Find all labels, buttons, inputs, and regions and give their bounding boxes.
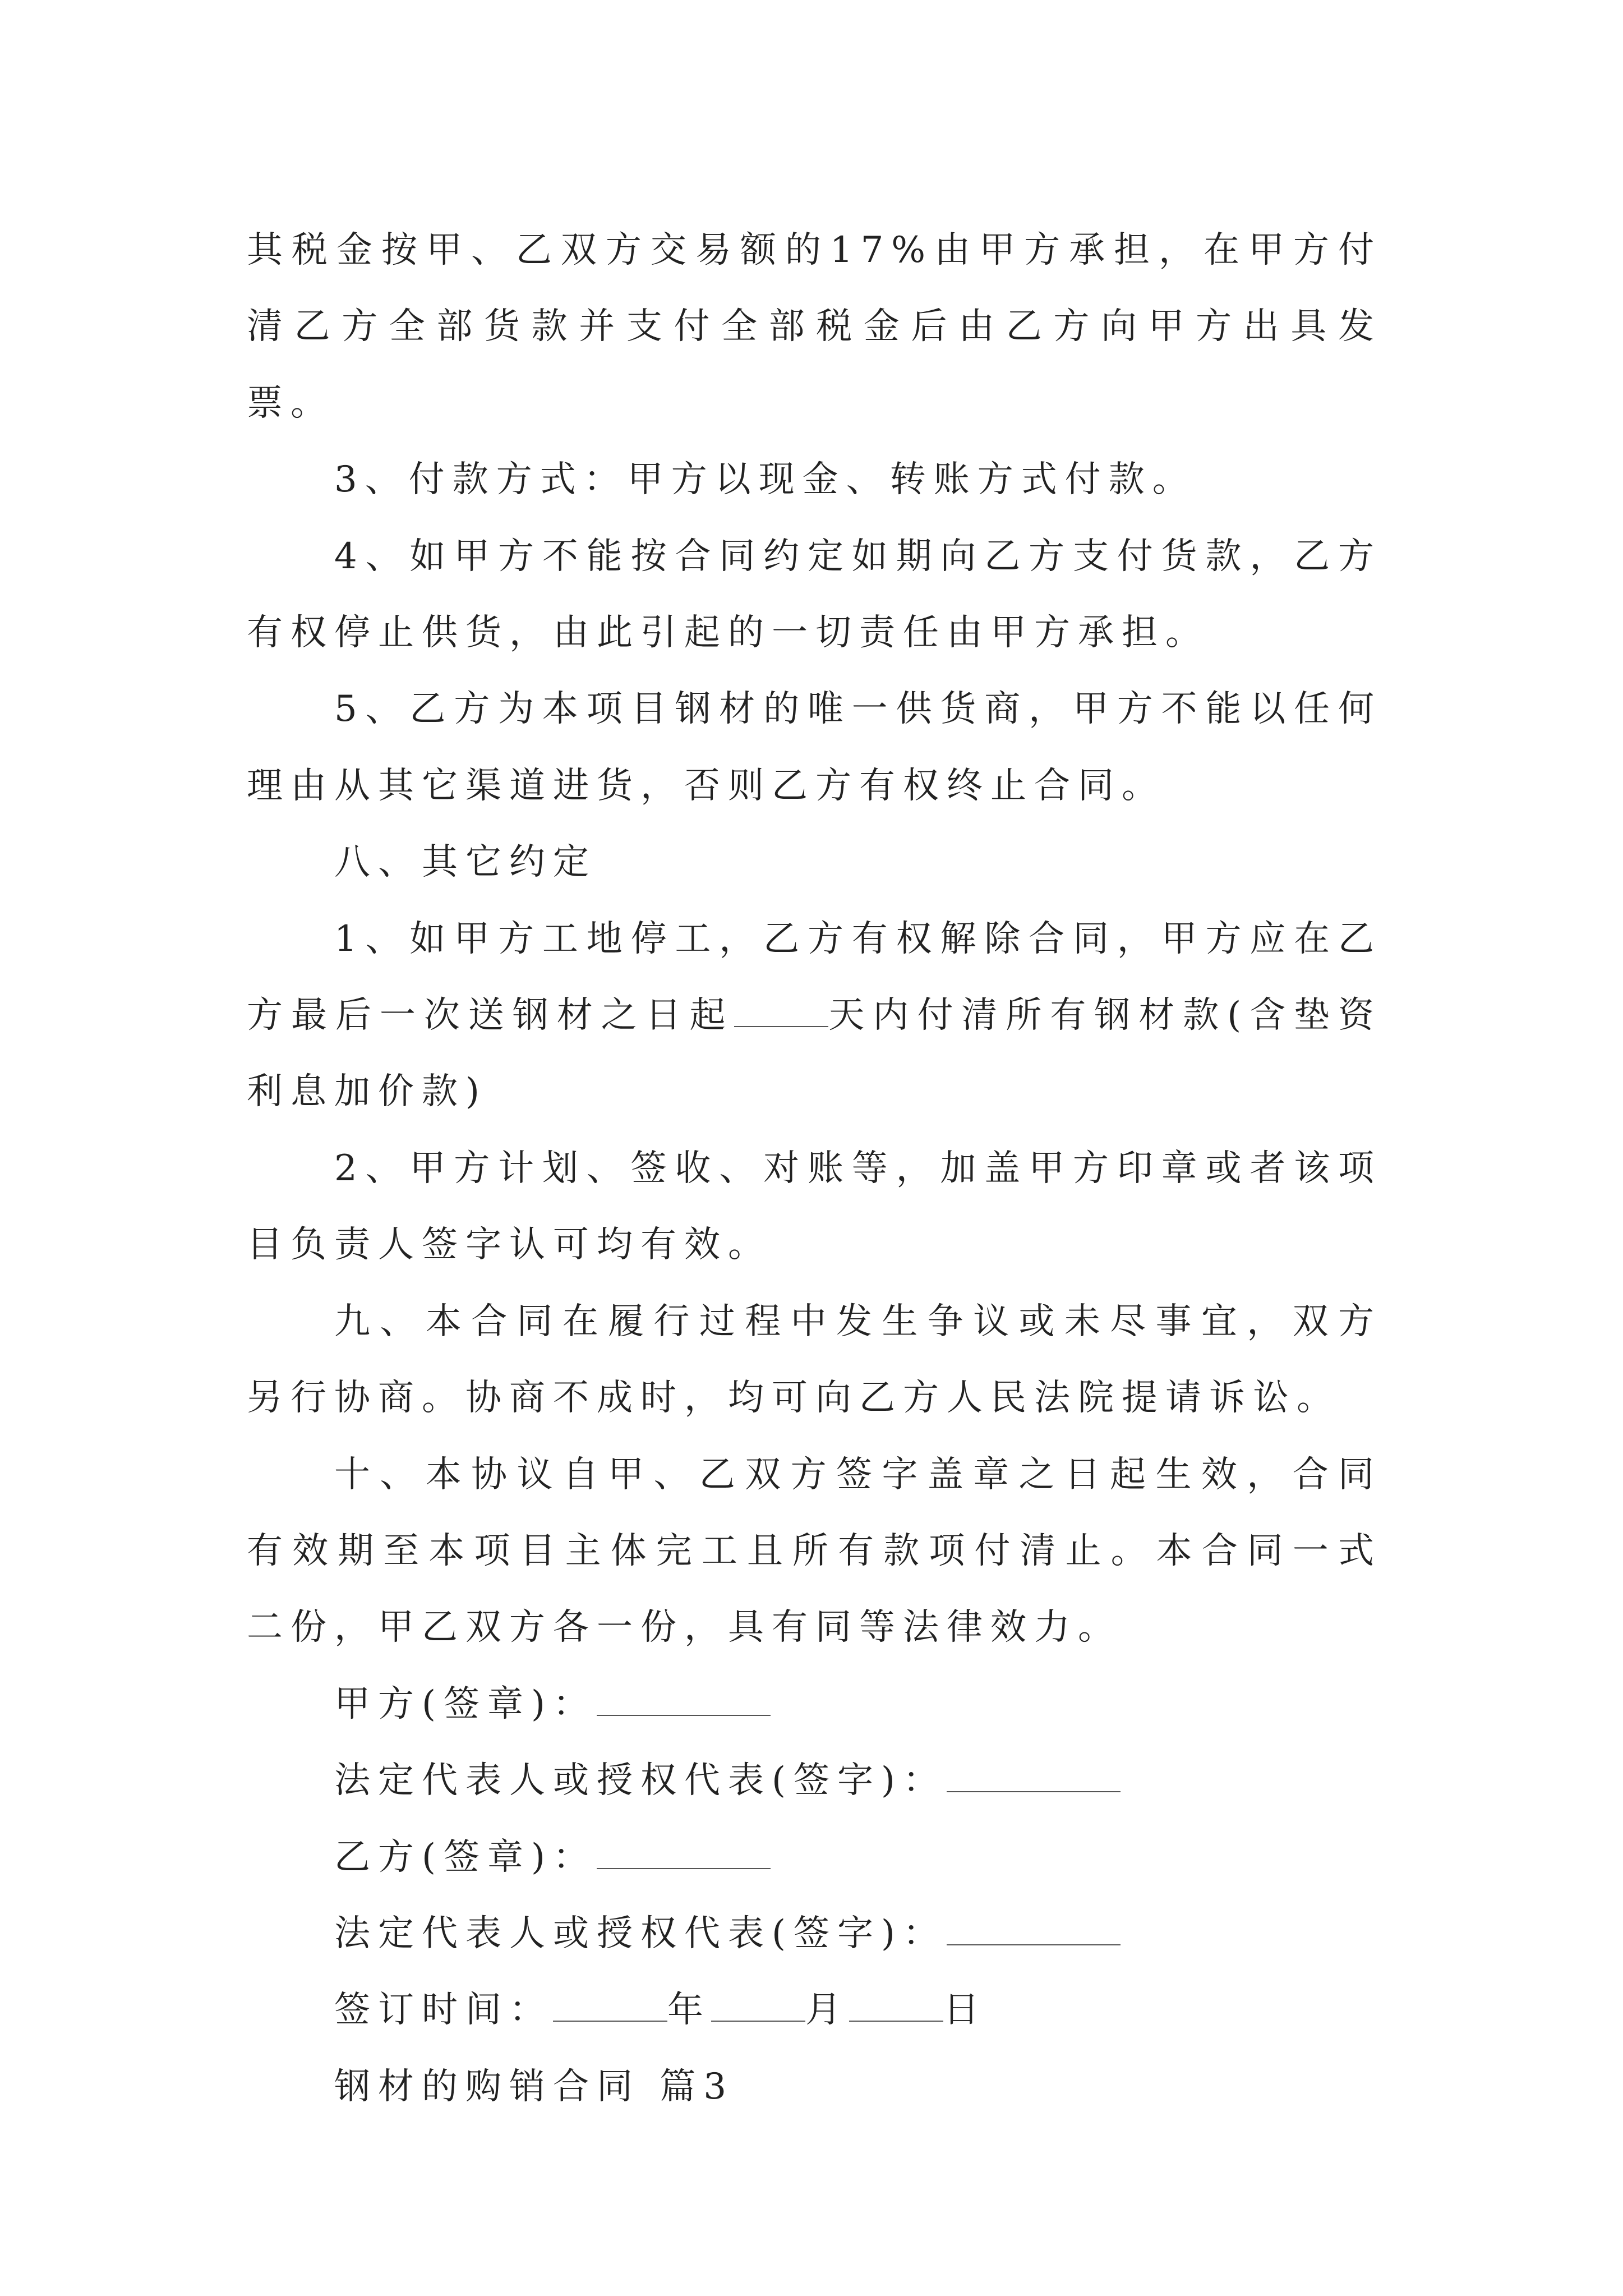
party-a-rep-blank [947, 1757, 1121, 1792]
date-label: 签订时间： [334, 1989, 553, 2031]
paragraph-sole-supplier: 5、乙方为本项目钢材的唯一供货商，甲方不能以任何理由从其它渠道进货，否则乙方有权终止合同。 [247, 688, 1382, 807]
paragraph-payment-method: 3、付款方式：甲方以现金、转账方式付款。 [334, 459, 1196, 501]
next-section-title: 钢材的购销合同 篇3 [334, 2065, 735, 2108]
paragraph-site-shutdown [247, 901, 1382, 1130]
signature-party-b-rep [247, 1895, 1382, 1972]
year-blank [553, 1987, 667, 2022]
party-a-label: 甲方(签章)： [334, 1683, 597, 1725]
site-shutdown-text-end: 天内付清所有钢材款(含垫资利息加价款) [247, 995, 1382, 1113]
document-body [247, 212, 1382, 2125]
site-shutdown-text-start: 1、如甲方工地停工，乙方有权解除合同，甲方应在乙方最后一次送钢材之日起 [247, 918, 1382, 1037]
party-b-rep-label: 法定代表人或授权代表(签字)： [334, 1912, 947, 1954]
party-b-label: 乙方(签章)： [334, 1836, 597, 1878]
signature-party-a-rep [247, 1742, 1382, 1819]
month-label: 月 [805, 1989, 849, 2031]
paragraph-signoff-validity: 2、甲方计划、签收、对账等，加盖甲方印章或者该项目负责人签字认可均有效。 [247, 1147, 1382, 1266]
party-b-blank [597, 1834, 771, 1869]
party-a-blank [597, 1681, 771, 1716]
month-blank [711, 1987, 805, 2022]
signature-party-b [247, 1819, 1382, 1895]
party-a-rep-label: 法定代表人或授权代表(签字)： [334, 1760, 947, 1802]
party-b-rep-blank [947, 1910, 1121, 1945]
paragraph-effectiveness: 十、本协议自甲、乙双方签字盖章之日起生效，合同有效期至本项目主体完工且所有款项付清止。本合同一式二份，甲乙双方各一份，具有同等法律效力。 [247, 1453, 1382, 1649]
signing-date [247, 1972, 1382, 2048]
day-label: 日 [943, 1989, 987, 2031]
days-blank [734, 992, 828, 1027]
paragraph-tax: 其税金按甲、乙双方交易额的17%由甲方承担，在甲方付清乙方全部货款并支付全部税金后由乙方向甲方出具发票。 [247, 229, 1382, 424]
paragraph-dispute: 九、本合同在履行过程中发生争议或未尽事宜，双方另行协商。协商不成时，均可向乙方人民法院提请诉讼。 [247, 1300, 1382, 1419]
paragraph-late-payment: 4、如甲方不能按合同约定如期向乙方支付货款，乙方有权停止供货，由此引起的一切责任由甲方承担。 [247, 535, 1382, 654]
section-heading-other-terms: 八、其它约定 [334, 841, 597, 884]
day-blank [849, 1987, 943, 2022]
year-label: 年 [667, 1989, 711, 2031]
signature-party-a [247, 1666, 1382, 1742]
